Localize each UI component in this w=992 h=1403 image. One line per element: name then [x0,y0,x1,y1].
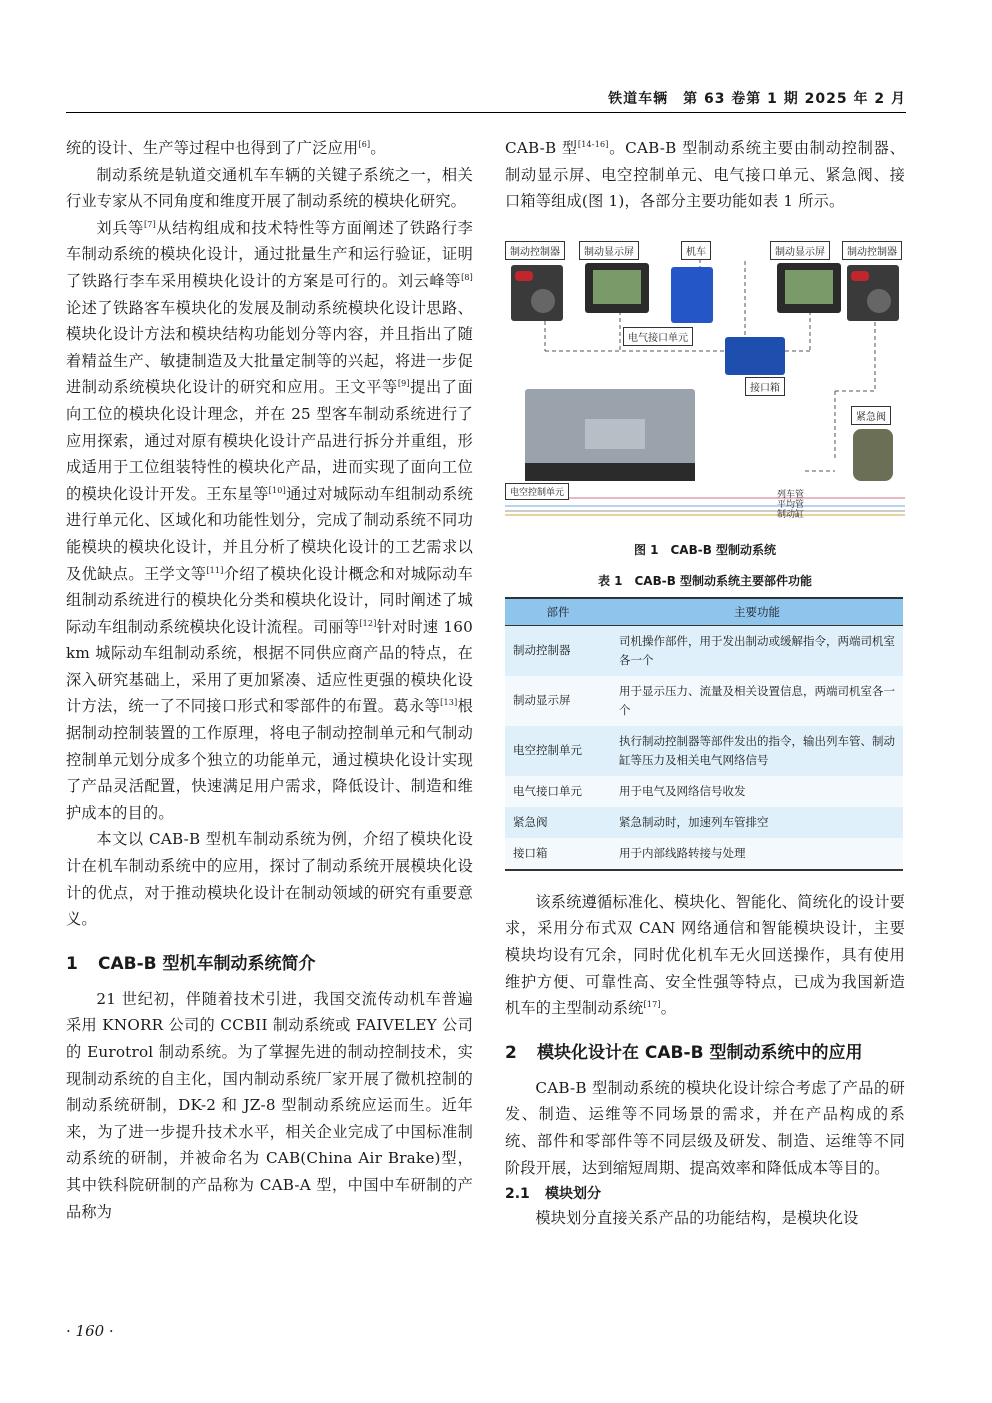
section-heading: 1 CAB-B 型机车制动系统简介 [66,953,316,974]
table-caption: 表 1 CAB-B 型制动系统主要部件功能 [597,573,813,588]
running-header [66,84,906,113]
table-row [505,726,903,776]
label-emergency-valve: 紧急阀 [851,406,891,425]
label-brake-cylinder: 制动缸 [777,509,805,520]
table-cell: 用于电气及网络信号收发 [619,783,746,798]
host-unit-image [671,267,713,323]
right-column [505,135,905,1232]
paragraph: 模块划分直接关系产品的功能结构，是模块化设 [535,1209,859,1228]
table-cell: 电气接口单元 [513,783,582,798]
paragraph: 本文以 CAB-B 型机车制动系统为例，介绍了模块化设计在机车制动系统中的应用，探讨了制动系统开展模块化设计的优点，对于推动模块化设计在制动领域的研究有重要意义。 [66,830,473,929]
label-electrical-interface-unit: 电气接口单元 [623,327,693,346]
table-row [505,625,903,676]
table-header-row [505,598,903,626]
table-cell: 用于内部线路转接与处理 [611,838,903,870]
table-cell: 紧急制动时，加速列车管排空 [619,814,769,829]
paragraph: CAB-B 型制动系统的模块化设计综合考虑了产品的研发、制造、运维等不同场景的需求，并在产品构成的系统、部件和零部件等不同层级及研发、制造、运维等不同阶段开展，达到缩短周期、提高效率和降低成本等目的。 [505,1078,905,1177]
label-ecu: 电空控制单元 [505,483,569,500]
table-cell: 用于显示压力、流量及相关设置信息，两端司机室各一个 [619,683,895,717]
paragraph: 21 世纪初，伴随着技术引进，我国交流传动机车普遍采用 KNORR 公司的 CCBII 制动系统或 FAIVELEY 公司的 Eurotrol 制动系统。为了掌握先进的制动控制技术，实现制动系统的自主化，国内制动系统厂家开展了微机控制的制动系统研制，DK-2 和 JZ-8 型制动系统应运而生。近年来，为了进一步提升技术水平，相关企业完成了中国标准制动系统的研制，并被命名为 CAB(China Air Brake)型，其中铁科院研制的产品称为 CAB-A 型，中国中车研制的产品称为 [66,989,473,1221]
table-row [505,807,903,838]
table-cell: 电空控制单元 [513,743,582,758]
label-brake-controller-left: 制动控制器 [505,241,565,260]
component-function-table [505,597,903,871]
label-train-pipe: 列车管 [777,489,805,500]
paragraph: 该系统遵循标准化、模块化、智能化、简统化的设计要求，采用分布式双 CAN 网络通信和智能模块设计，主要模块均设有冗余，同时优化机车无火回送操作，具有使用维护方便、可靠性高、安全性强等特点，已成为我国新造机车的主型制动系统[17]。 [505,892,905,1018]
figure-1 [505,241,905,521]
table-row [505,776,903,807]
figure-caption: 图 1 CAB-B 型制动系统 [633,542,777,557]
table-cell: 紧急阀 [513,814,548,829]
subsection-heading: 2.1 模块划分 [505,1186,601,1203]
table-cell: 司机操作部件，用于发出制动或缓解指令，两端司机室各一个 [619,633,895,667]
brake-controller-right-image [847,265,899,321]
label-brake-display-left: 制动显示屏 [579,241,639,260]
brake-display-left-image [585,263,649,313]
table-row [505,676,903,726]
brake-controller-left-image [511,265,563,321]
running-title: 铁道车辆 第 63 卷第 1 期 2025 年 2 月 [608,91,906,107]
label-brake-display-right: 制动显示屏 [770,241,830,260]
label-host: 机车 [681,241,711,260]
ecu-image [525,389,695,481]
emergency-valve-image [853,429,893,481]
section-heading: 2 模块化设计在 CAB-B 型制动系统中的应用 [505,1042,863,1063]
paragraph: CAB-B 型[14-16]。CAB-B 型制动系统主要由制动控制器、制动显示屏、电空控制单元、电气接口单元、紧急阀、接口箱等组成(图 1)，各部分主要功能如表 1 所示。 [505,139,905,211]
table-cell: 制动显示屏 [513,693,571,708]
paragraph: 刘兵等[7]从结构组成和技术特性等方面阐述了铁路行李车制动系统的模块化设计，通过批量生产和运行验证，证明了铁路行李车采用模块化设计的方案是可行的。刘云峰等[8]论述了铁路客车模块化的发展及制动系统模块化设计思路、模块化设计方法和模块结构功能划分等内容，并且指出了随着精益生产、敏捷制造及大批量定制等的兴起，将进一步促进制动系统模块化设计的研究和应用。王文平等[9]提出了面向工位的模块化设计理念，并在 25 型客车制动系统进行了应用探索，通过对原有模块化设计产品进行拆分并重组，形成适用于工位组装特性的模块化产品，进而实现了面向工位的模块化设计开发。王东星等[10]通过对城际动车组制动系统进行单元化、区域化和功能性划分，完成了制动系统不同功能模块的模块化设计，并且分析了模块化设计的工艺需求以及优缺点。王学文等[11]介绍了模块化设计概念和对城际动车组制动系统进行的模块化分类和模块化设计，同时阐述了城际动车组制动系统模块化设计流程。司丽等[12]针对时速 160 km 城际动车组制动系统，根据不同供应商产品的特点，在深入研究基础上，采用了更加紧凑、适应性更强的模块化设计方法，统一了不同接口形式和零部件的布置。葛永等[13]根据制动控制装置的工作原理，将电子制动控制单元和气制动控制单元划分成多个独立的功能单元，通过模块化设计实现了产品灵活配置，快速满足用户需求，降低设计、制造和维护成本的目的。 [66,218,474,822]
label-equalizing-pipe: 平均管 [777,499,805,510]
paragraph: 统的设计、生产等过程中也得到了广泛应用[6]。 [66,139,386,157]
interface-box-image [725,337,785,375]
label-brake-controller-right: 制动控制器 [842,241,902,260]
label-interface-box: 接口箱 [745,377,785,396]
table-cell: 接口箱 [505,838,611,870]
table-cell: 执行制动控制器等部件发出的指令，输出列车管、制动缸等压力及相关电气网络信号 [619,733,895,767]
page-number: · 160 · [66,1322,114,1340]
table-row [505,838,903,870]
brake-display-right-image [777,263,841,313]
paragraph: 制动系统是轨道交通机车车辆的关键子系统之一，相关行业专家从不同角度和维度开展了制动系统的模块化研究。 [66,165,473,211]
table-header: 部件 [505,598,611,626]
left-column [66,135,473,1225]
table-header: 主要功能 [611,598,903,626]
table-cell: 制动控制器 [513,643,571,658]
